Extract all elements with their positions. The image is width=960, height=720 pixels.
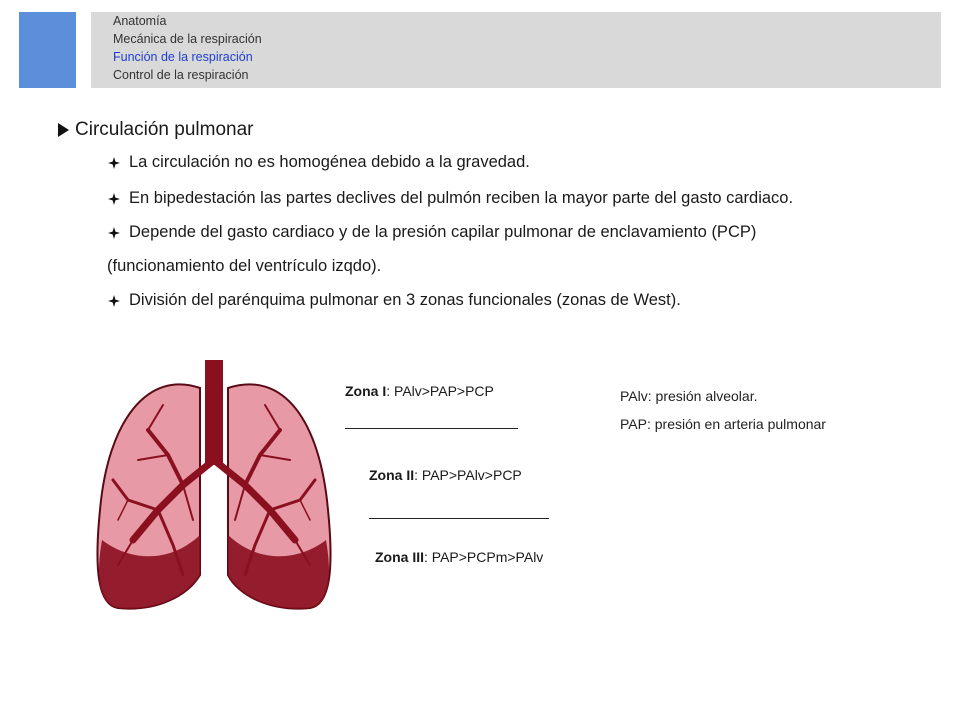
- zone-1-label: [345, 383, 494, 399]
- bullet-item: [107, 223, 756, 242]
- nav-item-control[interactable]: Control de la respiración: [113, 68, 249, 82]
- bullet-item: [107, 291, 681, 310]
- bullet-text: (funcionamiento del ventrículo izqdo).: [107, 257, 382, 275]
- zone-divider: [369, 518, 549, 519]
- bullet-item: [107, 153, 530, 172]
- zone-1-formula: : PAlv>PAP>PCP: [386, 383, 494, 399]
- section-title-text: Circulación pulmonar: [75, 119, 254, 140]
- arrowhead-icon: [58, 123, 69, 137]
- bullet-text: En bipedestación las partes declives del pulmón reciben la mayor parte del gasto cardiaco.: [129, 189, 794, 207]
- diamond-icon: [107, 154, 121, 171]
- legend-palv: PAlv: presión alveolar.: [620, 388, 758, 404]
- bullet-item: [107, 189, 793, 208]
- diamond-icon: [107, 224, 121, 241]
- bullet-text: Depende del gasto cardiaco y de la presión capilar pulmonar de enclavamiento (PCP): [129, 223, 757, 241]
- diamond-icon: [107, 190, 121, 207]
- bullet-text: La circulación no es homogénea debido a la gravedad.: [129, 153, 530, 171]
- zone-2-name: Zona II: [369, 467, 415, 483]
- section-title: [58, 119, 253, 141]
- legend-pap: PAP: presión en arteria pulmonar: [620, 416, 826, 432]
- zone-3-label: [375, 549, 543, 565]
- lungs-illustration: [88, 360, 338, 610]
- zone-3-name: Zona III: [375, 549, 424, 565]
- zone-divider: [345, 428, 518, 429]
- trachea: [205, 360, 223, 465]
- nav-item-mecanica[interactable]: Mecánica de la respiración: [113, 32, 262, 46]
- bullet-continuation: [107, 257, 381, 276]
- zone-3-formula: : PAP>PCPm>PAlv: [424, 549, 544, 565]
- zone-2-label: [369, 467, 522, 483]
- nav-item-funcion[interactable]: Función de la respiración: [113, 50, 253, 64]
- topic-nav: [113, 12, 262, 84]
- nav-item-anatomia[interactable]: Anatomía: [113, 14, 167, 28]
- diamond-icon: [107, 292, 121, 309]
- zone-1-name: Zona I: [345, 383, 387, 399]
- zone-2-formula: : PAP>PAlv>PCP: [414, 467, 522, 483]
- bullet-text: División del parénquima pulmonar en 3 zonas funcionales (zonas de West).: [129, 291, 681, 309]
- accent-block: [19, 12, 76, 88]
